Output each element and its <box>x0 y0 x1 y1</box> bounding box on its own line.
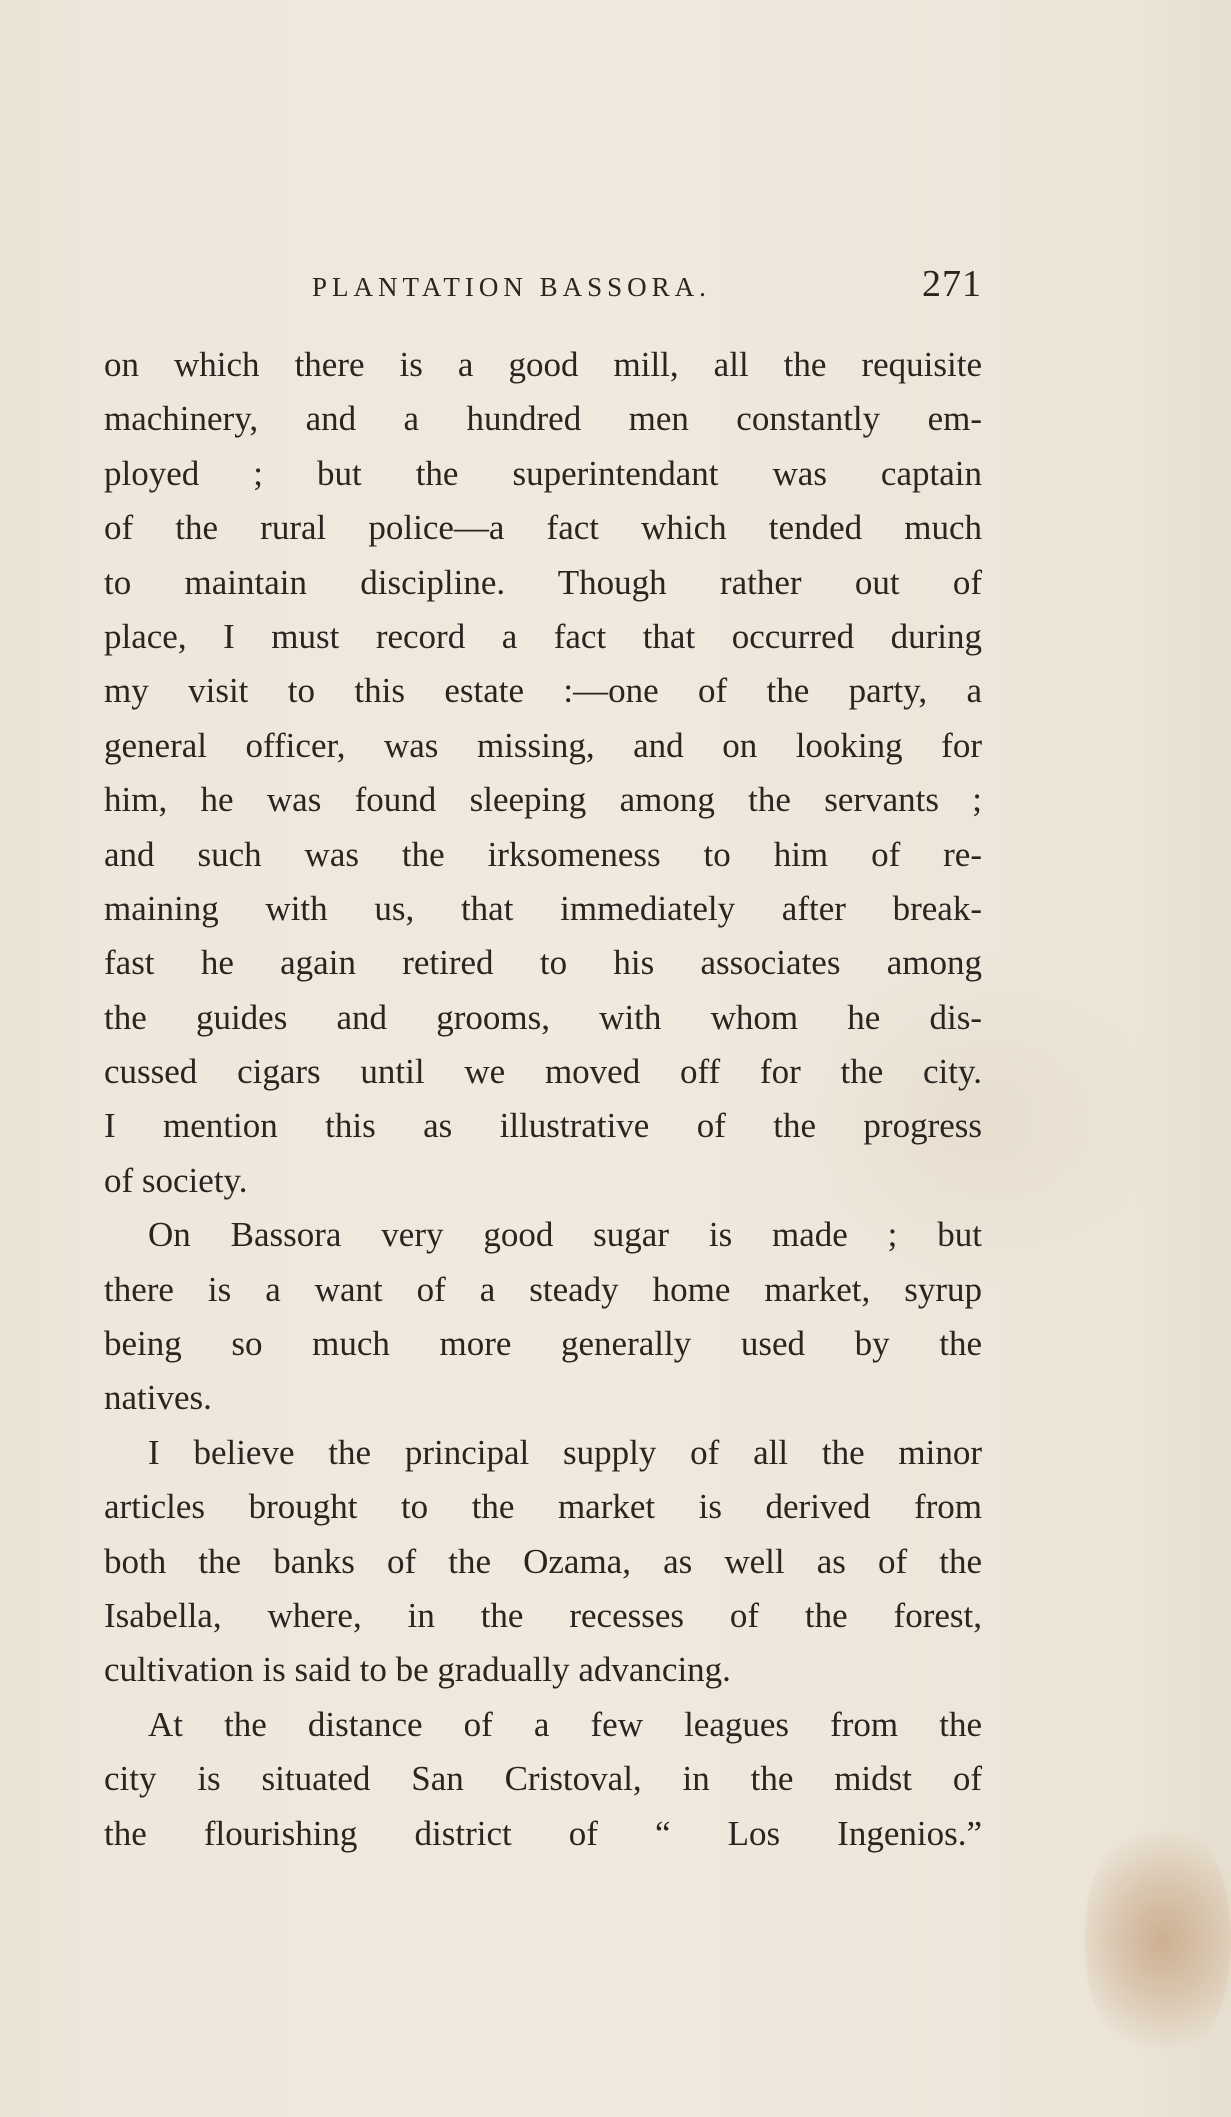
running-head: PLANTATION BASSORA. <box>312 272 711 302</box>
text-line: the guides and grooms, with whom he dis- <box>104 997 982 1037</box>
body-text <box>104 338 982 1861</box>
text-line: the flourishing district of “ Los Ingenios.” <box>104 1813 982 1853</box>
page-number: 271 <box>922 263 982 305</box>
text-line: city is situated San Cristoval, in the midst of <box>104 1759 982 1799</box>
text-line: At the distance of a few leagues from the <box>148 1704 982 1744</box>
text-line: ployed ; but the superintendant was captain <box>104 453 982 493</box>
text-line: general officer, was missing, and on looking for <box>104 725 982 765</box>
text-line: of the rural police—a fact which tended much <box>104 508 982 548</box>
text-line: on which there is a good mill, all the requisite <box>104 345 982 384</box>
text-line: place, I must record a fact that occurred during <box>104 616 982 656</box>
text-line: cussed cigars until we moved off for the city. <box>104 1052 982 1092</box>
text-line: articles brought to the market is derived from <box>104 1487 982 1527</box>
text-line: fast he again retired to his associates among <box>104 943 982 983</box>
text-line: and such was the irksomeness to him of re- <box>104 834 982 874</box>
text-line: of society. <box>104 1160 248 1200</box>
text-line: cultivation is said to be gradually advancing. <box>104 1650 731 1690</box>
text-line: there is a want of a steady home market, syrup <box>104 1269 982 1309</box>
text-line: being so much more generally used by the <box>104 1324 982 1364</box>
text-line: maining with us, that immediately after break- <box>104 888 982 928</box>
text-line: I believe the principal supply of all the minor <box>148 1432 982 1472</box>
text-line: my visit to this estate :—one of the party, a <box>104 671 982 711</box>
text-line: Isabella, where, in the recesses of the forest, <box>104 1595 982 1635</box>
text-line: On Bassora very good sugar is made ; but <box>148 1215 982 1255</box>
text-line: machinery, and a hundred men constantly em- <box>104 399 982 439</box>
text-line: him, he was found sleeping among the servants ; <box>104 780 982 820</box>
page-header <box>300 262 982 312</box>
text-line: to maintain discipline. Though rather out of <box>104 562 982 602</box>
paper-stain <box>1085 1810 1231 2070</box>
text-line: I mention this as illustrative of the progress <box>104 1106 982 1146</box>
text-line: natives. <box>104 1378 212 1418</box>
text-line: both the banks of the Ozama, as well as of the <box>104 1541 982 1581</box>
